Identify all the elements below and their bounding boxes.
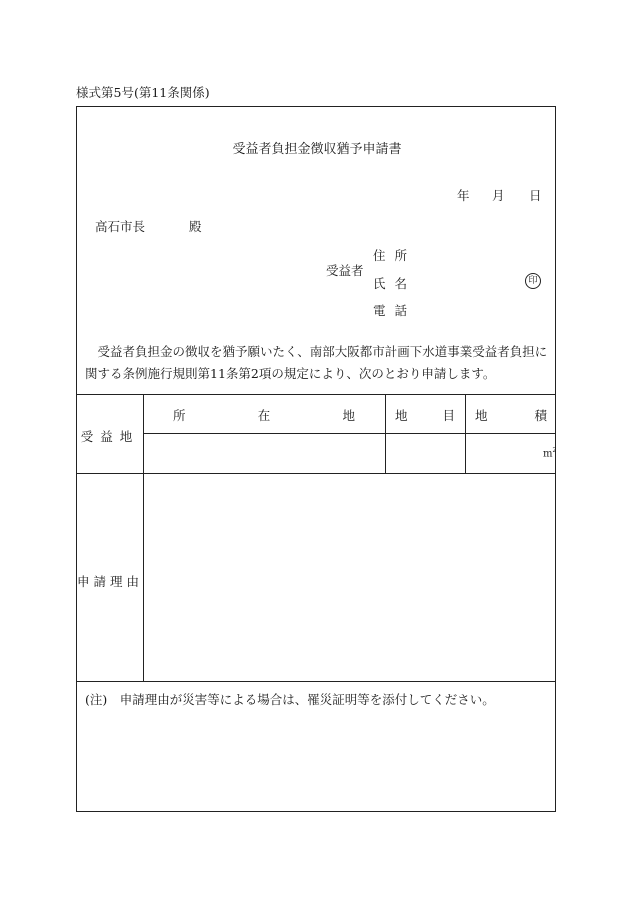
document-title: 受益者負担金徴収猶予申請書 xyxy=(232,142,402,157)
land-header-divider xyxy=(143,433,555,434)
area-header-char: 地 xyxy=(475,408,488,423)
area-unit-base: m xyxy=(543,448,553,460)
location-column-header xyxy=(143,406,385,424)
area-unit-exponent: 2 xyxy=(552,447,557,454)
form-number-label: 様式第5号(第11条関係) xyxy=(76,85,210,100)
date-year-label: 年 xyxy=(457,188,470,203)
category-column-header xyxy=(385,406,465,424)
seal-mark: 印 xyxy=(525,273,541,289)
area-header-char: 積 xyxy=(534,408,547,423)
footnote: (注) 申請理由が災害等による場合は、罹災証明等を添付してください。 xyxy=(85,692,495,707)
date-day-label: 日 xyxy=(529,188,542,203)
category-header-char: 地 xyxy=(395,408,408,423)
reason-row-label: 申請理由 xyxy=(77,574,144,589)
table-top-border xyxy=(77,394,555,395)
land-row-label: 受益地 xyxy=(80,429,140,444)
location-header-char: 所 xyxy=(173,408,186,423)
label-column-divider xyxy=(143,394,144,681)
name-label: 氏名 xyxy=(373,276,417,291)
category-header-char: 目 xyxy=(442,408,455,423)
addressee: 高石市長 xyxy=(95,219,146,234)
phone-label: 電話 xyxy=(373,303,417,318)
area-column-header xyxy=(465,406,557,424)
land-row-bottom-border xyxy=(77,473,555,474)
address-label: 住所 xyxy=(373,248,417,263)
application-form xyxy=(76,106,556,812)
application-statement: 受益者負担金の徴収を猶予願いたく、南部大阪都市計画下水道事業受益者負担に関する条例施行規則第11条第2項の規定により、次のとおり申請します。 xyxy=(85,344,548,381)
area-unit xyxy=(543,447,556,459)
reason-row-bottom-border xyxy=(77,681,555,682)
location-header-char: 地 xyxy=(342,408,355,423)
location-header-char: 在 xyxy=(257,408,271,423)
date-month-label: 月 xyxy=(492,188,505,203)
applicant-role-label: 受益者 xyxy=(326,263,364,278)
addressee-honorific: 殿 xyxy=(189,219,202,234)
